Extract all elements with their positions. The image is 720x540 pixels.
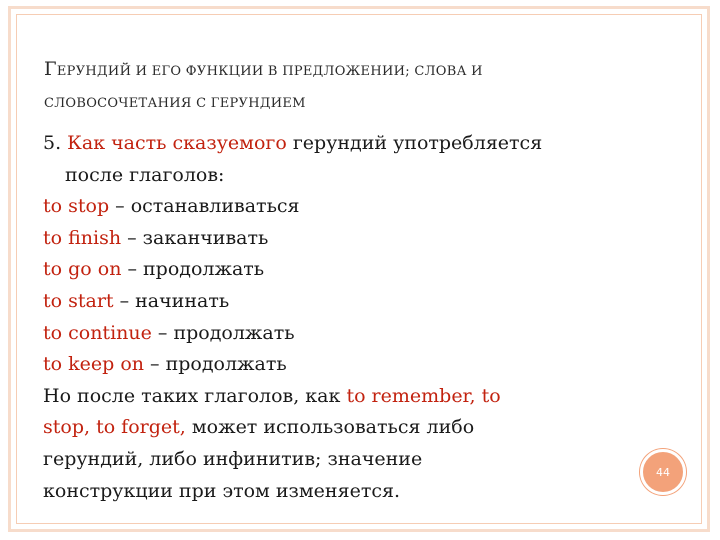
body-line-note-3 [43, 444, 633, 476]
verb-line-finish [43, 223, 633, 255]
body-line-note-1 [43, 381, 633, 413]
highlight-text: to remember, to [346, 384, 501, 407]
verb-phrase: to start [43, 289, 114, 312]
verb-line-go-on [43, 254, 633, 286]
verb-translation: – продолжать [144, 353, 287, 376]
body-line-2 [43, 160, 633, 192]
title-line-1 [44, 54, 644, 87]
body-text: Но после таких глаголов, как [43, 384, 347, 407]
body-text: герундий, либо инфинитив; значение [43, 447, 423, 470]
verb-phrase: to keep on [43, 353, 144, 376]
body-text: конструкции при этом изменяется. [43, 479, 400, 502]
verb-translation: – продолжать [121, 258, 265, 281]
verb-translation: – останавливаться [109, 195, 300, 218]
verb-line-start [43, 286, 633, 318]
body-line-note-4 [43, 476, 633, 508]
body-text: после глаголов: [65, 163, 225, 186]
body-line-1 [43, 128, 633, 160]
verb-line-continue [43, 318, 633, 350]
verb-line-keep-on [43, 349, 633, 381]
body-line-note-2 [43, 412, 633, 444]
slide-title [44, 54, 644, 119]
page-number-badge [640, 449, 686, 495]
title-initial: Г [44, 58, 57, 80]
item-number: 5. [43, 132, 68, 154]
title-text-2: СЛОВОСОЧЕТАНИЯ С ГЕРУНДИЕМ [44, 96, 306, 111]
verb-translation: – продолжать [151, 321, 295, 344]
title-line-2 [44, 87, 644, 119]
verb-line-stop [43, 191, 633, 223]
verb-translation: – заканчивать [121, 226, 269, 249]
verb-phrase: to go on [43, 258, 122, 281]
verb-translation: – начинать [113, 289, 230, 312]
title-text-1: ЕРУНДИЙ И ЕГО ФУНКЦИИ В ПРЕДЛОЖЕНИИ; СЛОВА И [56, 64, 483, 79]
slide-body [43, 128, 633, 507]
verb-phrase: to stop [43, 195, 110, 218]
body-text: может использоваться либо [185, 416, 475, 439]
body-text: герундий употребляется [286, 132, 543, 154]
highlight-text: Как часть сказуемого [67, 132, 287, 154]
verb-phrase: to finish [43, 226, 122, 249]
highlight-text: stop, to forget, [43, 416, 186, 439]
verb-phrase: to continue [43, 321, 152, 344]
page-number: 44 [656, 465, 670, 479]
